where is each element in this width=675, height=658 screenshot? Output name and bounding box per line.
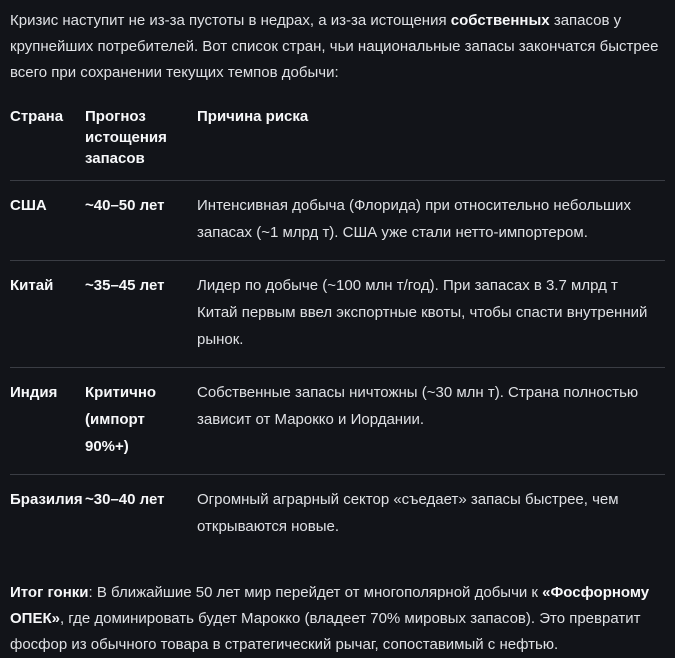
reason-cell: Лидер по добыче (~100 млн т/год). При запасах в 3.7 млрд т Китай первым ввел экспортные квоты, чтобы спасти внутренний рынок. — [197, 261, 665, 368]
summary-lead-bold: Итог гонки — [10, 584, 89, 601]
country-cell: Бразилия — [10, 491, 83, 508]
column-header-reason: Причина риска — [197, 102, 665, 181]
forecast-cell: Критично (импорт 90%+) — [85, 368, 197, 475]
country-cell: Индия — [10, 368, 85, 475]
forecast-cell: ~40–50 лет — [85, 181, 197, 261]
table-row-india — [10, 368, 665, 475]
intro-text-end: запасов у крупнейших потребителей. Вот список стран, чьи национальные запасы закончатся быстрее всего при сохранении текущих темпов добычи: — [10, 12, 659, 81]
summary-text-1: : В ближайшие 50 лет мир перейдет от многополярной добычи к — [88, 584, 543, 601]
forecast-cell: ~30–40 лет — [85, 491, 165, 508]
reason-cell: Собственные запасы ничтожны (~30 млн т). Страна полностью зависит от Марокко и Иордании. — [197, 368, 665, 475]
country-cell: Китай — [10, 261, 85, 368]
intro-paragraph — [10, 8, 665, 86]
chat-message-content — [10, 8, 665, 658]
table-row-china — [10, 261, 665, 368]
table-header-row — [10, 102, 665, 181]
summary-text-2: , где доминировать будет Марокко (владеет 70% мировых запасов). Это превратит фосфор из обычного товара в стратегический рычаг, сопоставимый с нефтью. — [10, 610, 641, 653]
countries-depletion-table — [10, 102, 665, 554]
table-row-brazil — [10, 475, 665, 555]
reason-cell: Интенсивная добыча (Флорида) при относительно небольших запасах (~1 млрд т). США уже стали нетто-импортером. — [197, 181, 665, 261]
reason-cell: Огромный аграрный сектор «съедает» запасы быстрее, чем открываются новые. — [197, 491, 619, 535]
summary-opec-bold: «Фосфорному ОПЕК» — [10, 584, 650, 627]
intro-bold-word: собственных — [450, 12, 550, 29]
country-cell: США — [10, 181, 85, 261]
intro-text-start: Кризис наступит не из-за пустоты в недрах, а из-за истощения — [10, 12, 451, 29]
column-header-forecast: Прогноз истощения запасов — [85, 102, 197, 181]
summary-paragraph — [10, 580, 665, 658]
table-row-usa — [10, 181, 665, 261]
column-header-country: Страна — [10, 102, 85, 181]
forecast-cell: ~35–45 лет — [85, 261, 197, 368]
